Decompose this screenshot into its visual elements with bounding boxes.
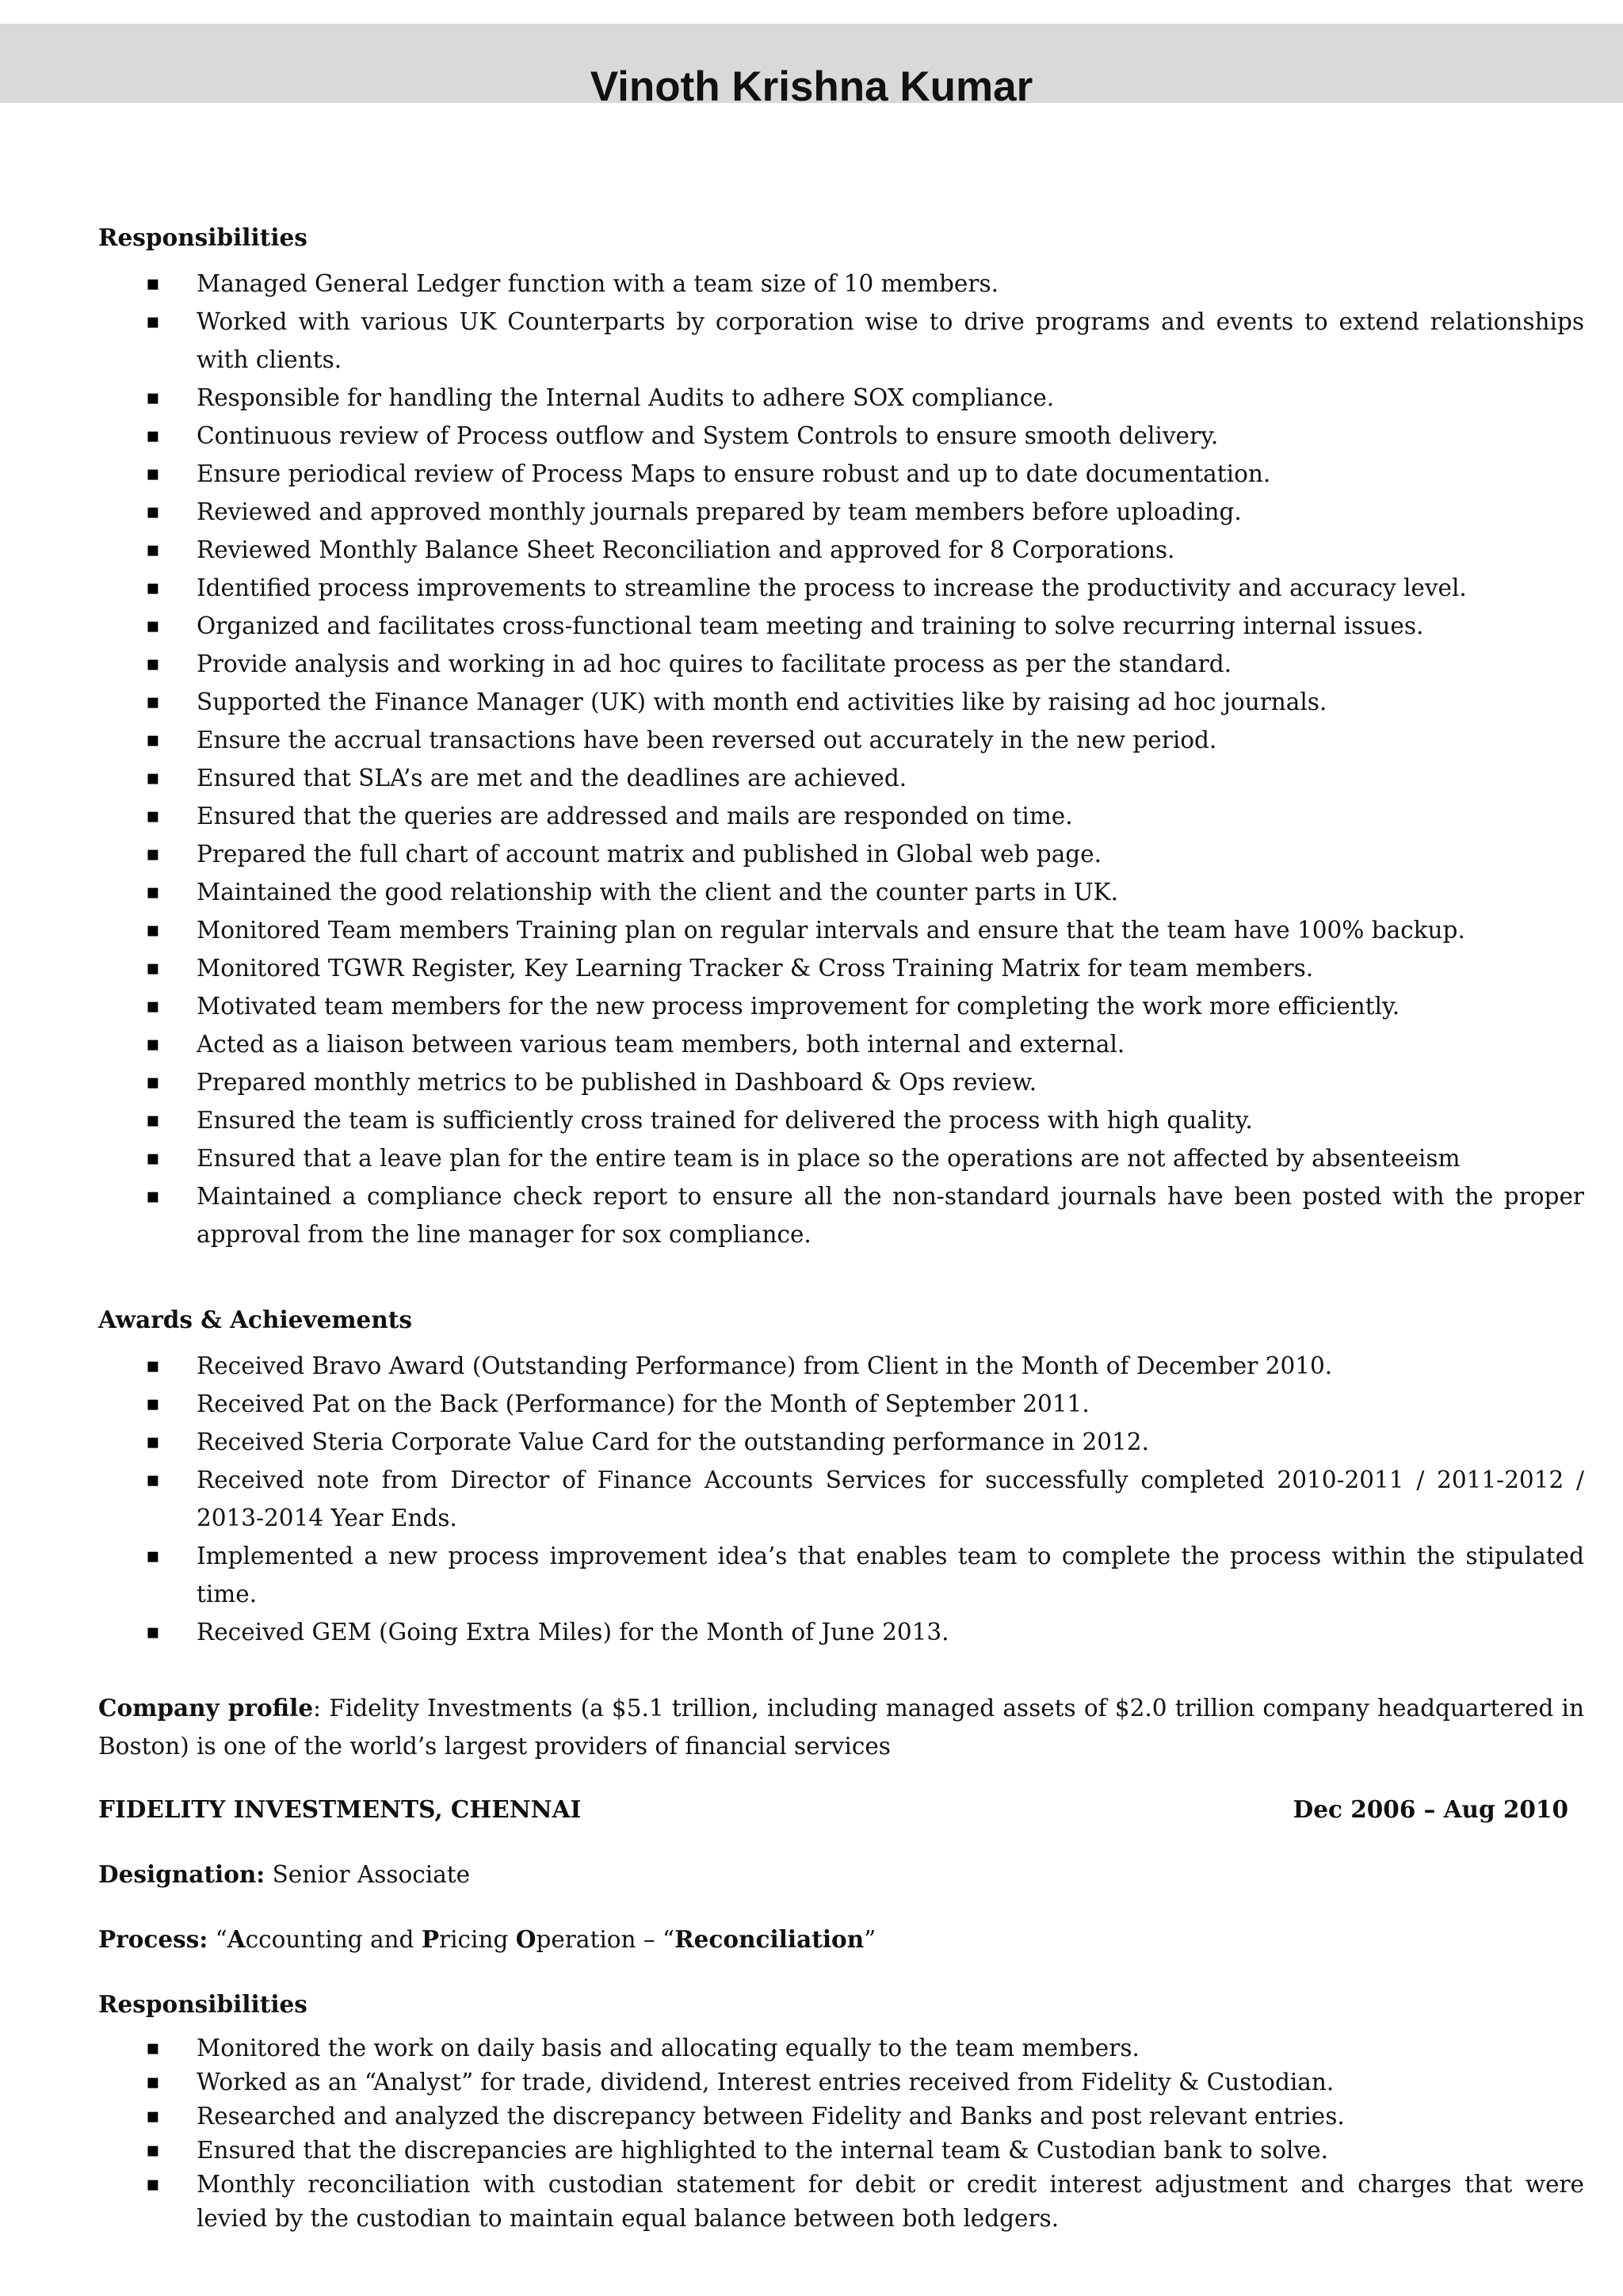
awards-heading: Awards & Achievements (98, 1306, 413, 1333)
company-profile-label: Company profile (98, 1694, 314, 1722)
list-item: ▪ Worked with various UK Counterparts by corporation wise to drive programs and events to extend relationships with clients. (98, 303, 1584, 379)
responsibilities-list (98, 265, 1584, 1253)
list-item: ▪ Motivated team members for the new process improvement for completing the work more efficiently. (98, 987, 1584, 1025)
process-text: “ (208, 1926, 227, 1953)
list-item: ▪ Prepared monthly metrics to be published in Dashboard & Ops review. (98, 1063, 1584, 1101)
list-item: ▪ Ensured that the discrepancies are highlighted to the internal team & Custodian bank to solve. (98, 2134, 1584, 2168)
process-text: ccounting and (245, 1926, 422, 1953)
process-initial-p: P (421, 1925, 439, 1953)
list-item: ▪ Continuous review of Process outflow and System Controls to ensure smooth delivery. (98, 417, 1584, 455)
list-item: ▪ Ensured the team is sufficiently cross trained for delivered the process with high quality. (98, 1101, 1584, 1139)
list-item: ▪ Responsible for handling the Internal Audits to adhere SOX compliance. (98, 379, 1584, 417)
list-item: ▪ Identified process improvements to streamline the process to increase the productivity and accuracy level. (98, 569, 1584, 607)
list-item: ▪ Ensured that a leave plan for the entire team is in place so the operations are not affected by absenteeism (98, 1139, 1584, 1177)
list-item: ▪ Received Bravo Award (Outstanding Performance) from Client in the Month of December 2010. (98, 1347, 1584, 1385)
list-item: ▪ Supported the Finance Manager (UK) with month end activities like by raising ad hoc journals. (98, 683, 1584, 721)
list-item: ▪ Ensure periodical review of Process Maps to ensure robust and up to date documentation. (98, 455, 1584, 493)
list-item: ▪ Maintained the good relationship with the client and the counter parts in UK. (98, 873, 1584, 911)
process-initial-o: O (515, 1925, 537, 1953)
list-item: ▪ Ensured that the queries are addressed and mails are responded on time. (98, 797, 1584, 835)
list-item: ▪ Monitored TGWR Register, Key Learning Tracker & Cross Training Matrix for team members. (98, 949, 1584, 987)
list-item: ▪ Prepared the full chart of account matrix and published in Global web page. (98, 835, 1584, 873)
list-item: ▪ Organized and facilitates cross-functional team meeting and training to solve recurring internal issues. (98, 607, 1584, 645)
designation-label: Designation: (98, 1860, 265, 1888)
list-item: ▪ Received Steria Corporate Value Card for the outstanding performance in 2012. (98, 1423, 1584, 1461)
process-reconciliation: Reconciliation (674, 1925, 865, 1953)
list-item: ▪ Monthly reconciliation with custodian statement for debit or credit interest adjustment and charges that were levied by the custodian to maintain equal balance between both ledgers. (98, 2168, 1584, 2236)
process-text: peration – “ (536, 1926, 675, 1953)
list-item: ▪ Received note from Director of Finance Accounts Services for successfully completed 2010-2011 / 2011-2012 / 2013-2014 Year Ends. (98, 1461, 1584, 1537)
list-item: ▪ Monitored the work on daily basis and allocating equally to the team members. (98, 2031, 1584, 2065)
list-item: ▪ Received Pat on the Back (Performance) for the Month of September 2011. (98, 1385, 1584, 1423)
process-initial-a: A (227, 1925, 246, 1953)
list-item: ▪ Managed General Ledger function with a team size of 10 members. (98, 265, 1584, 303)
list-item: ▪ Received GEM (Going Extra Miles) for the Month of June 2013. (98, 1613, 1584, 1651)
process-text: ricing (439, 1926, 516, 1953)
responsibilities-heading: Responsibilities (98, 223, 307, 251)
list-item: ▪ Monitored Team members Training plan on regular intervals and ensure that the team have 100% backup. (98, 911, 1584, 949)
process (98, 1920, 1584, 1958)
company-profile (98, 1689, 1584, 1765)
list-item: ▪ Acted as a liaison between various team members, both internal and external. (98, 1025, 1584, 1063)
designation (98, 1855, 1584, 1894)
candidate-name: Vinoth Krishna Kumar (590, 63, 1033, 110)
company-profile-text: : Fidelity Investments (a $5.1 trillion, including managed assets of $2.0 trillion company headquartered in Boston) is one of the world’s largest providers of financial services (98, 1695, 1584, 1760)
list-item: ▪ Implemented a new process improvement idea’s that enables team to complete the process within the stipulated time. (98, 1537, 1584, 1613)
list-item: ▪ Ensure the accrual transactions have been reversed out accurately in the new period. (98, 721, 1584, 759)
process-text: ” (864, 1926, 876, 1953)
list-item: ▪ Researched and analyzed the discrepancy between Fidelity and Banks and post relevant entries. (98, 2100, 1584, 2134)
responsibilities-list-2 (98, 2031, 1584, 2236)
list-item: ▪ Ensured that SLA’s are met and the deadlines are achieved. (98, 759, 1584, 797)
employment-period: Dec 2006 – Aug 2010 (1293, 1795, 1568, 1823)
list-item: ▪ Reviewed Monthly Balance Sheet Reconciliation and approved for 8 Corporations. (98, 531, 1584, 569)
designation-value: Senior Associate (265, 1861, 471, 1888)
list-item: ▪ Reviewed and approved monthly journals prepared by team members before uploading. (98, 493, 1584, 531)
awards-list (98, 1347, 1584, 1651)
employer-name: FIDELITY INVESTMENTS, CHENNAI (98, 1795, 582, 1823)
list-item: ▪ Worked as an “Analyst” for trade, dividend, Interest entries received from Fidelity & Custodian. (98, 2065, 1584, 2100)
responsibilities-heading-2: Responsibilities (98, 1990, 307, 2018)
process-label: Process: (98, 1925, 208, 1953)
resume-body (98, 219, 1584, 2236)
list-item: ▪ Provide analysis and working in ad hoc quires to facilitate process as per the standard. (98, 645, 1584, 683)
list-item: ▪ Maintained a compliance check report to ensure all the non-standard journals have been posted with the proper approval from the line manager for sox compliance. (98, 1177, 1584, 1253)
employer-row (98, 1791, 1584, 1829)
